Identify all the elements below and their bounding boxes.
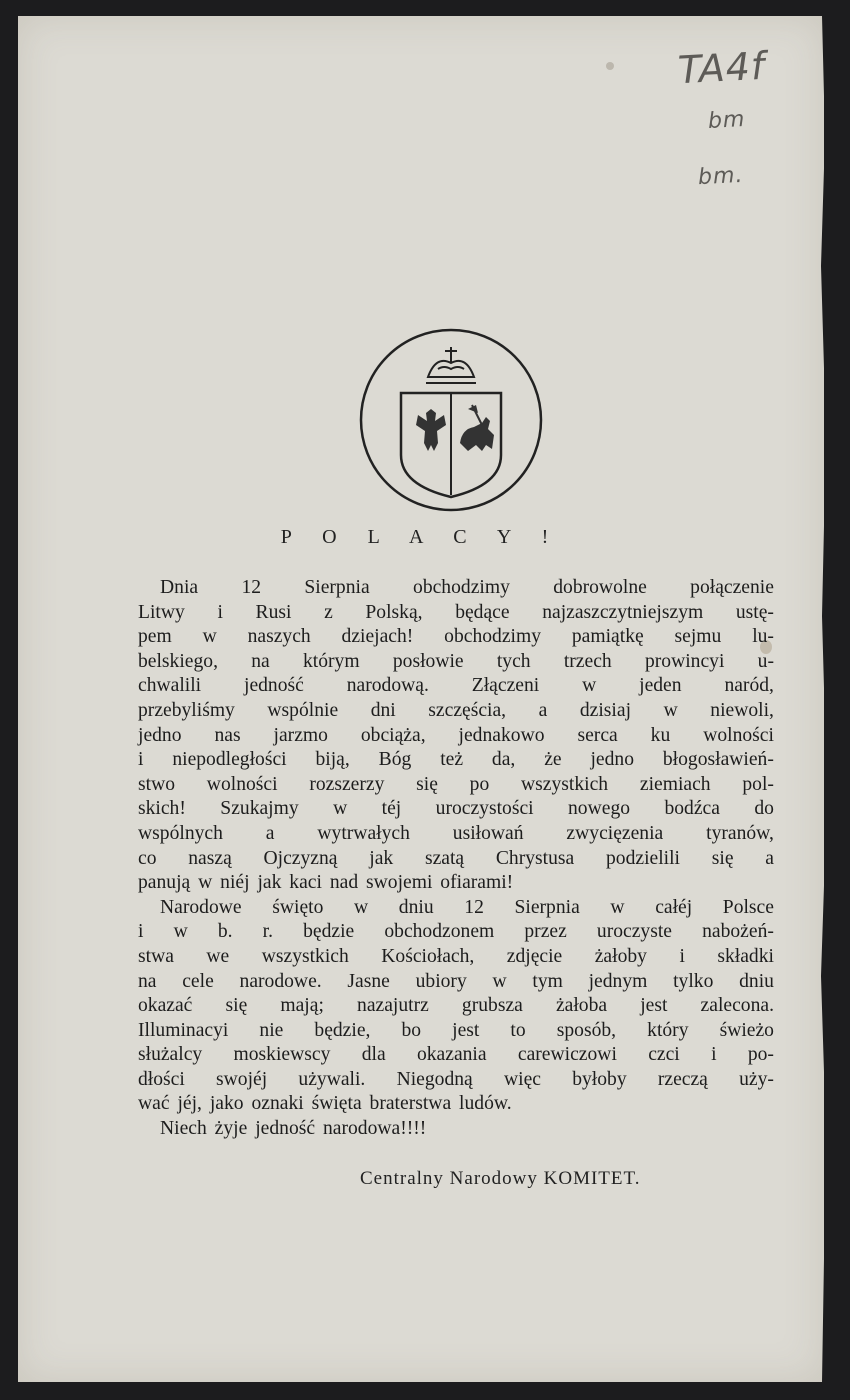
text-line (138, 699, 774, 724)
word: belskiego, (138, 650, 218, 672)
proclamation-body (138, 576, 774, 1142)
word: pamiątkę (571, 626, 644, 648)
word: biją, (315, 749, 350, 771)
word: świeżo (719, 1019, 774, 1041)
word: dziejach! (341, 626, 414, 648)
word: Złączeni (471, 675, 540, 697)
word: 12 (241, 577, 262, 598)
word: obchodzimy (413, 577, 510, 598)
word: obchodzonem (384, 921, 495, 943)
word: będzie, (314, 1019, 371, 1041)
word: dniu (398, 896, 434, 918)
word: wszystkich (521, 773, 609, 795)
word: uży- (739, 1068, 774, 1090)
word: używali. (298, 1068, 366, 1090)
word: się (416, 773, 438, 795)
word: cele (182, 970, 214, 992)
word: carewiczowi (517, 1044, 617, 1066)
word: okazać (138, 995, 193, 1017)
word: w (492, 970, 507, 992)
text-line (138, 674, 774, 699)
word: do (754, 798, 774, 820)
word: Jasne (347, 970, 390, 992)
word: jak (369, 847, 394, 869)
text-line (138, 625, 774, 650)
word: okazania (416, 1044, 487, 1066)
text-line (138, 797, 774, 822)
word: wszystkich (261, 945, 349, 967)
word: b. (217, 921, 233, 943)
word: w (354, 896, 369, 918)
word: w (610, 896, 625, 918)
word: składki (717, 945, 774, 967)
word: obchodzimy (444, 626, 542, 648)
word: bodźca (664, 798, 720, 820)
handwritten-shelfmark: TA4f (676, 43, 767, 93)
word: i (217, 601, 223, 623)
word: nas (214, 724, 241, 746)
word: jedno (138, 724, 182, 746)
text-line (138, 847, 774, 872)
word: wspólnych (138, 822, 223, 844)
coat-of-arms-icon (356, 325, 546, 515)
word: serca (577, 724, 618, 746)
text-line (138, 1019, 774, 1044)
word: się (225, 995, 248, 1017)
word: dobrowolne (553, 577, 647, 598)
word: i (138, 921, 144, 943)
word: Sierpnia (304, 577, 370, 598)
word: sejmu (674, 626, 722, 648)
word: też (440, 749, 464, 771)
word: co (138, 847, 157, 869)
word: najzaszczytniejszym (542, 601, 704, 623)
word: jest (452, 1019, 480, 1041)
word: bo (401, 1019, 422, 1041)
word: Chrystusa (495, 847, 575, 869)
word: po- (747, 1044, 774, 1066)
word: i (138, 749, 144, 771)
word: zdjęcie (506, 945, 563, 967)
word: rzeczą (657, 1068, 708, 1090)
paper-edge (816, 16, 830, 1382)
word: w (333, 798, 348, 820)
word: na (138, 970, 157, 992)
word: dniu (739, 970, 774, 992)
word: obciąża, (360, 724, 426, 746)
word: u- (757, 650, 774, 672)
word: nie (259, 1019, 284, 1041)
word: naród, (724, 675, 774, 697)
word: w (582, 675, 597, 697)
handwritten-note: bm (707, 107, 747, 134)
text-line (138, 945, 774, 970)
word: nabożeń- (702, 921, 774, 943)
word: wolności (206, 773, 278, 795)
word: się (711, 847, 734, 869)
word: zwycięzenia (566, 822, 664, 844)
word: trzech (563, 650, 612, 672)
word: nowego (568, 798, 631, 820)
word: Polską, (365, 601, 423, 623)
word: jeden (639, 675, 682, 697)
word: naszych (247, 626, 311, 648)
word: ziemiach (639, 773, 711, 795)
text-line (138, 994, 774, 1019)
word: r. (262, 921, 273, 943)
word: nazajutrz (357, 995, 429, 1017)
word: Polsce (722, 896, 774, 918)
word: w (202, 626, 217, 648)
word: grubsza (461, 995, 523, 1017)
word: wolności (703, 724, 774, 746)
word: i (711, 1044, 717, 1066)
word: Narodowe (160, 896, 242, 918)
word: byłoby (572, 1068, 627, 1090)
word: tylko (673, 970, 714, 992)
word: jarzmo (273, 724, 328, 746)
word: ku (650, 724, 671, 746)
text-line (138, 920, 774, 945)
word: a (265, 822, 275, 844)
word: szczęścia, (428, 699, 507, 721)
word: 12 (464, 896, 484, 918)
word: ustę- (735, 601, 774, 623)
word: niewoli, (710, 699, 774, 721)
word: błogosławień- (662, 749, 774, 771)
word: pem (138, 626, 172, 648)
word: czci (648, 1044, 680, 1066)
word: zalecona. (700, 995, 774, 1017)
word: uroczyste (596, 921, 672, 943)
word: jednakowo (458, 724, 545, 746)
word: we (206, 945, 230, 967)
word: i (679, 945, 685, 967)
word: stwa (138, 945, 174, 967)
word: po (469, 773, 490, 795)
word: Ojczyzną (263, 847, 338, 869)
document-page (18, 16, 824, 1382)
word: dni (370, 699, 396, 721)
word: Bóg (378, 749, 412, 771)
word: żałoba (555, 995, 608, 1017)
word: narodową. (346, 675, 429, 697)
word: wytrwałych (317, 822, 410, 844)
word: Szukajmy (220, 798, 299, 820)
word: święto (272, 896, 324, 918)
word: z (324, 601, 333, 623)
word: będzie (303, 921, 355, 943)
word: Illuminacyi (138, 1019, 229, 1041)
text-line (138, 773, 774, 798)
proclamation-title: P O L A C Y ! (280, 526, 562, 548)
word: służalcy (138, 1044, 203, 1066)
word: a (765, 847, 774, 869)
word: całéj (655, 896, 693, 918)
word: naszą (188, 847, 232, 869)
word: tyranów, (706, 822, 774, 844)
word: jest (640, 995, 668, 1017)
word: prowincyi (644, 650, 725, 672)
word: Kościołach, (381, 945, 475, 967)
word: lu- (752, 626, 774, 648)
word: dla (361, 1044, 386, 1066)
word: uroczystości (435, 798, 534, 820)
ink-spot (606, 62, 614, 70)
word: téj (381, 798, 402, 820)
text-line (138, 576, 774, 601)
word: połączenie (690, 577, 774, 598)
text-line: panują w niéj jak kaci nad swojemi ofiarami! (138, 872, 514, 894)
word: usiłowań (452, 822, 524, 844)
word: chwalili (138, 675, 202, 697)
word: narodowe. (239, 970, 322, 992)
word: Sierpnia (514, 896, 580, 918)
word: że (544, 749, 562, 771)
word: ubiory (415, 970, 467, 992)
text-line (138, 748, 774, 773)
word: stwo (138, 773, 176, 795)
text-line (138, 650, 774, 675)
word: da, (491, 749, 516, 771)
word: szatą (424, 847, 465, 869)
word: niepodległości (172, 749, 287, 771)
word: będące (455, 601, 510, 623)
text-line: wać jéj, jako oznaki święta braterstwa ludów. (138, 1093, 512, 1115)
word: na (251, 650, 270, 672)
word: jedno (590, 749, 634, 771)
word: Niegodną (396, 1068, 473, 1090)
word: przebyliśmy (138, 699, 235, 721)
word: sposób, (556, 1019, 617, 1041)
word: to (510, 1019, 526, 1041)
text-line (138, 1043, 774, 1068)
word: w (663, 699, 678, 721)
word: skich! (138, 798, 186, 820)
signature: Centralny Narodowy KOMITET. (360, 1168, 641, 1189)
word: w (173, 921, 188, 943)
word: Dnia (160, 577, 199, 598)
text-line (138, 724, 774, 749)
word: żałoby (594, 945, 647, 967)
text-line (138, 601, 774, 626)
word: tych (496, 650, 531, 672)
word: dzisiaj (579, 699, 632, 721)
text-line (138, 896, 774, 921)
text-line: Niech żyje jedność narodowa!!!! (160, 1118, 427, 1140)
word: mają; (280, 995, 324, 1017)
word: przez (524, 921, 567, 943)
word: Litwy (138, 601, 185, 623)
word: Rusi (255, 601, 292, 623)
word: posłowie (392, 650, 464, 672)
text-line (138, 822, 774, 847)
word: którym (303, 650, 360, 672)
word: więc (503, 1068, 541, 1090)
handwritten-note-2: bm. (697, 162, 745, 191)
word: dłości (138, 1068, 185, 1090)
word: a (538, 699, 548, 721)
word: wspólnie (267, 699, 339, 721)
word: moskiewscy (233, 1044, 331, 1066)
word: tym (532, 970, 563, 992)
word: jedność (244, 675, 304, 697)
text-line (138, 970, 774, 995)
word: pol- (742, 773, 774, 795)
word: swojéj (216, 1068, 268, 1090)
word: podzielili (605, 847, 680, 869)
word: rozszerzy (309, 773, 385, 795)
text-line (138, 1068, 774, 1093)
word: który (647, 1019, 689, 1041)
word: jednym (588, 970, 648, 992)
